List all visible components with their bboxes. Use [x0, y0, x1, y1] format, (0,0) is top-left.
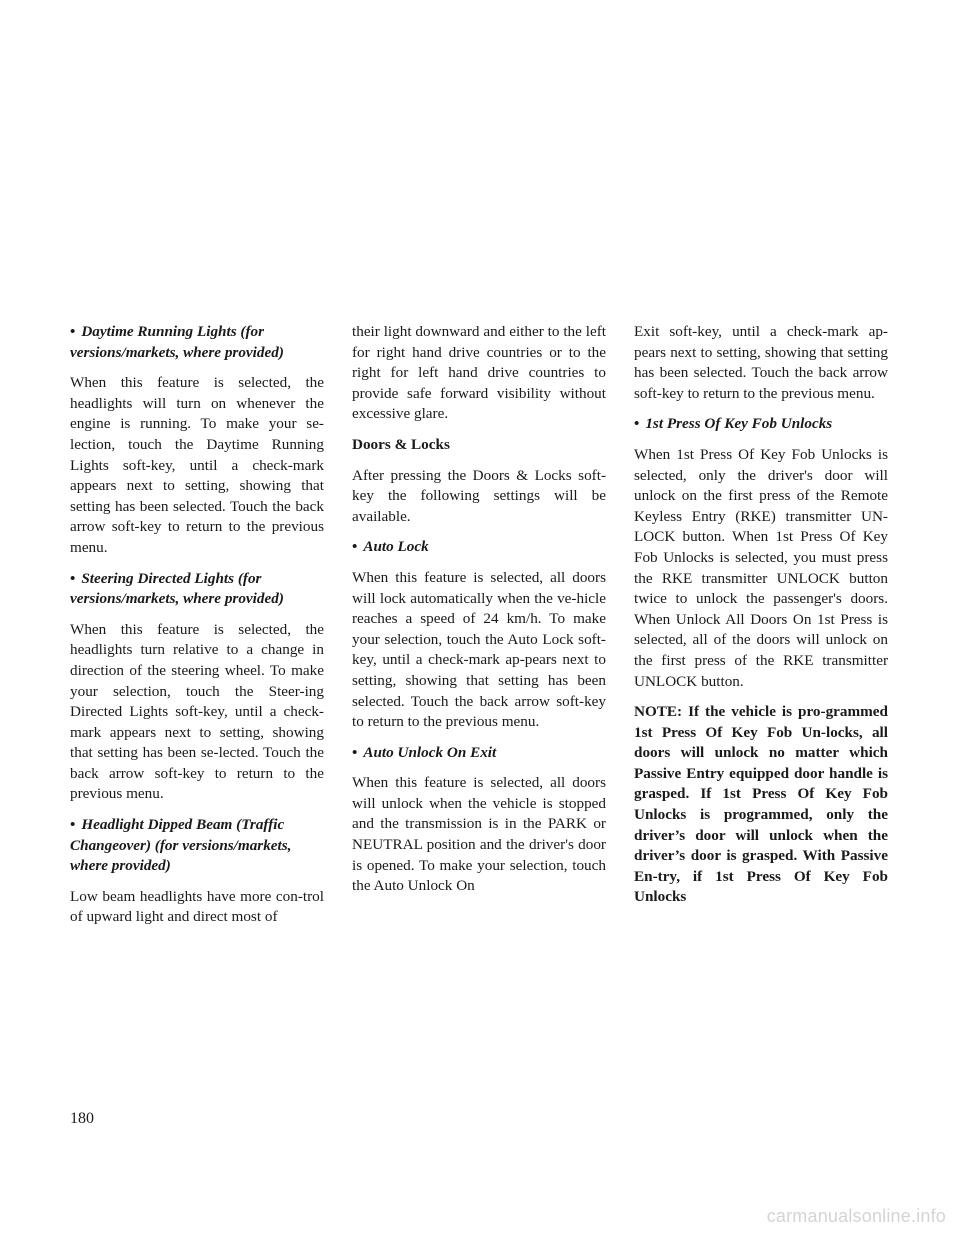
- column-3: [634, 322, 888, 908]
- paragraph-auto-unlock-on-exit: When this feature is selected, all doors will unlock when the vehicle is stopped and the transmission is in the PARK or NEUTRAL position and the driver's door is opened. To make your selection, touch the Auto Unlock On: [352, 774, 606, 895]
- bullet-dot: •: [634, 415, 640, 433]
- bullet-dot: •: [352, 538, 358, 556]
- column-1: [70, 322, 324, 938]
- bullet-headlight-dipped-beam: [70, 815, 324, 877]
- paragraph-daytime-running-lights: When this feature is selected, the headlights will turn on whenever the engine is running. To make your se-lection, touch the Daytime Running Lights soft-key, until a check-mark appears next to setting, showing that setting has been selected. Touch the back arrow soft-key to return to the previous menu.: [70, 374, 324, 556]
- paragraph-headlight-dipped-beam: Low beam headlights have more con-trol of upward light and direct most of: [70, 887, 324, 926]
- paragraph-auto-unlock-cont: Exit soft-key, until a check-mark ap-pears next to setting, showing that setting has been selected. Touch the back arrow soft-key to return to the previous menu.: [634, 323, 888, 402]
- bullet-title: 1st Press Of Key Fob Unlocks: [645, 415, 833, 433]
- bullet-dot: •: [70, 323, 76, 340]
- paragraph-doors-locks: After pressing the Doors & Locks soft-key the following settings will be available.: [352, 466, 606, 525]
- bullet-title-line-2: versions/markets, where provided): [70, 343, 284, 361]
- bullet-title: Auto Unlock On Exit: [363, 743, 497, 761]
- bullet-auto-unlock-on-exit: [352, 743, 606, 764]
- bullet-first-press-key-fob: [634, 414, 888, 435]
- paragraph-headlight-dipped-beam-cont: their light downward and either to the left for right hand drive countries or to the right for left hand drive countries to provide safe forward visibility without excessive glare.: [352, 323, 606, 423]
- bullet-title-line-1: Daytime Running Lights (for: [81, 323, 265, 340]
- column-2: [352, 322, 606, 907]
- paragraph-auto-lock: When this feature is selected, all doors will lock automatically when the ve-hicle reaches a speed of 24 km/h. To make your selection, touch the Auto Lock soft-key, until a check-mark ap-pears next to setting, showing that setting has been selected. Touch the back arrow soft-key to return to the previous menu.: [352, 568, 606, 731]
- watermark: carmanualsonline.info: [766, 1206, 946, 1226]
- bullet-title: Auto Lock: [363, 538, 429, 556]
- bullet-title-line-1: Headlight Dipped Beam (Traffic: [81, 816, 285, 834]
- bullet-title-line-3: where provided): [70, 857, 171, 875]
- section-heading-doors-locks: Doors & Locks: [352, 435, 450, 453]
- note-passive-entry: NOTE: If the vehicle is pro-grammed 1st Press Of Key Fob Un-locks, all doors will unlock no matter which Passive Entry equipped door handle is grasped. If 1st Press Of Key Fob Unlocks is programmed, only the driver’s door will unlock when the driver’s door is grasped. With Passive En-try, if 1st Press Of Key Fob Unlocks: [634, 703, 888, 906]
- bullet-dot: •: [70, 569, 76, 587]
- bullet-dot: •: [352, 743, 358, 761]
- bullet-daytime-running-lights: [70, 322, 324, 363]
- bullet-title-line-2: Changeover) (for versions/markets,: [70, 836, 292, 854]
- bullet-steering-directed-lights: [70, 569, 324, 610]
- bullet-auto-lock: [352, 537, 606, 558]
- bullet-title-line-1: Steering Directed Lights (for: [81, 569, 262, 587]
- page-number: 180: [70, 1110, 94, 1127]
- paragraph-steering-directed-lights: When this feature is selected, the headlights turn relative to a change in direction of the steering wheel. To make your selection, touch the Steer-ing Directed Lights soft-key, until a check-mark appears next to setting, showing that setting has been se-lected. Touch the back arrow soft-key to return to the previous menu.: [70, 620, 324, 803]
- paragraph-first-press-key-fob: When 1st Press Of Key Fob Unlocks is selected, only the driver's door will unlock on the first press of the Remote Keyless Entry (RKE) transmitter UN-LOCK button. When 1st Press Of Key Fob Unlocks is selected, you must press the RKE transmitter UNLOCK button twice to unlock the passenger's doors. When Unlock All Doors On 1st Press is selected, all of the doors will unlock on the first press of the RKE transmitter UNLOCK button.: [634, 445, 888, 690]
- bullet-title-line-2: versions/markets, where provided): [70, 590, 284, 608]
- bullet-dot: •: [70, 816, 76, 834]
